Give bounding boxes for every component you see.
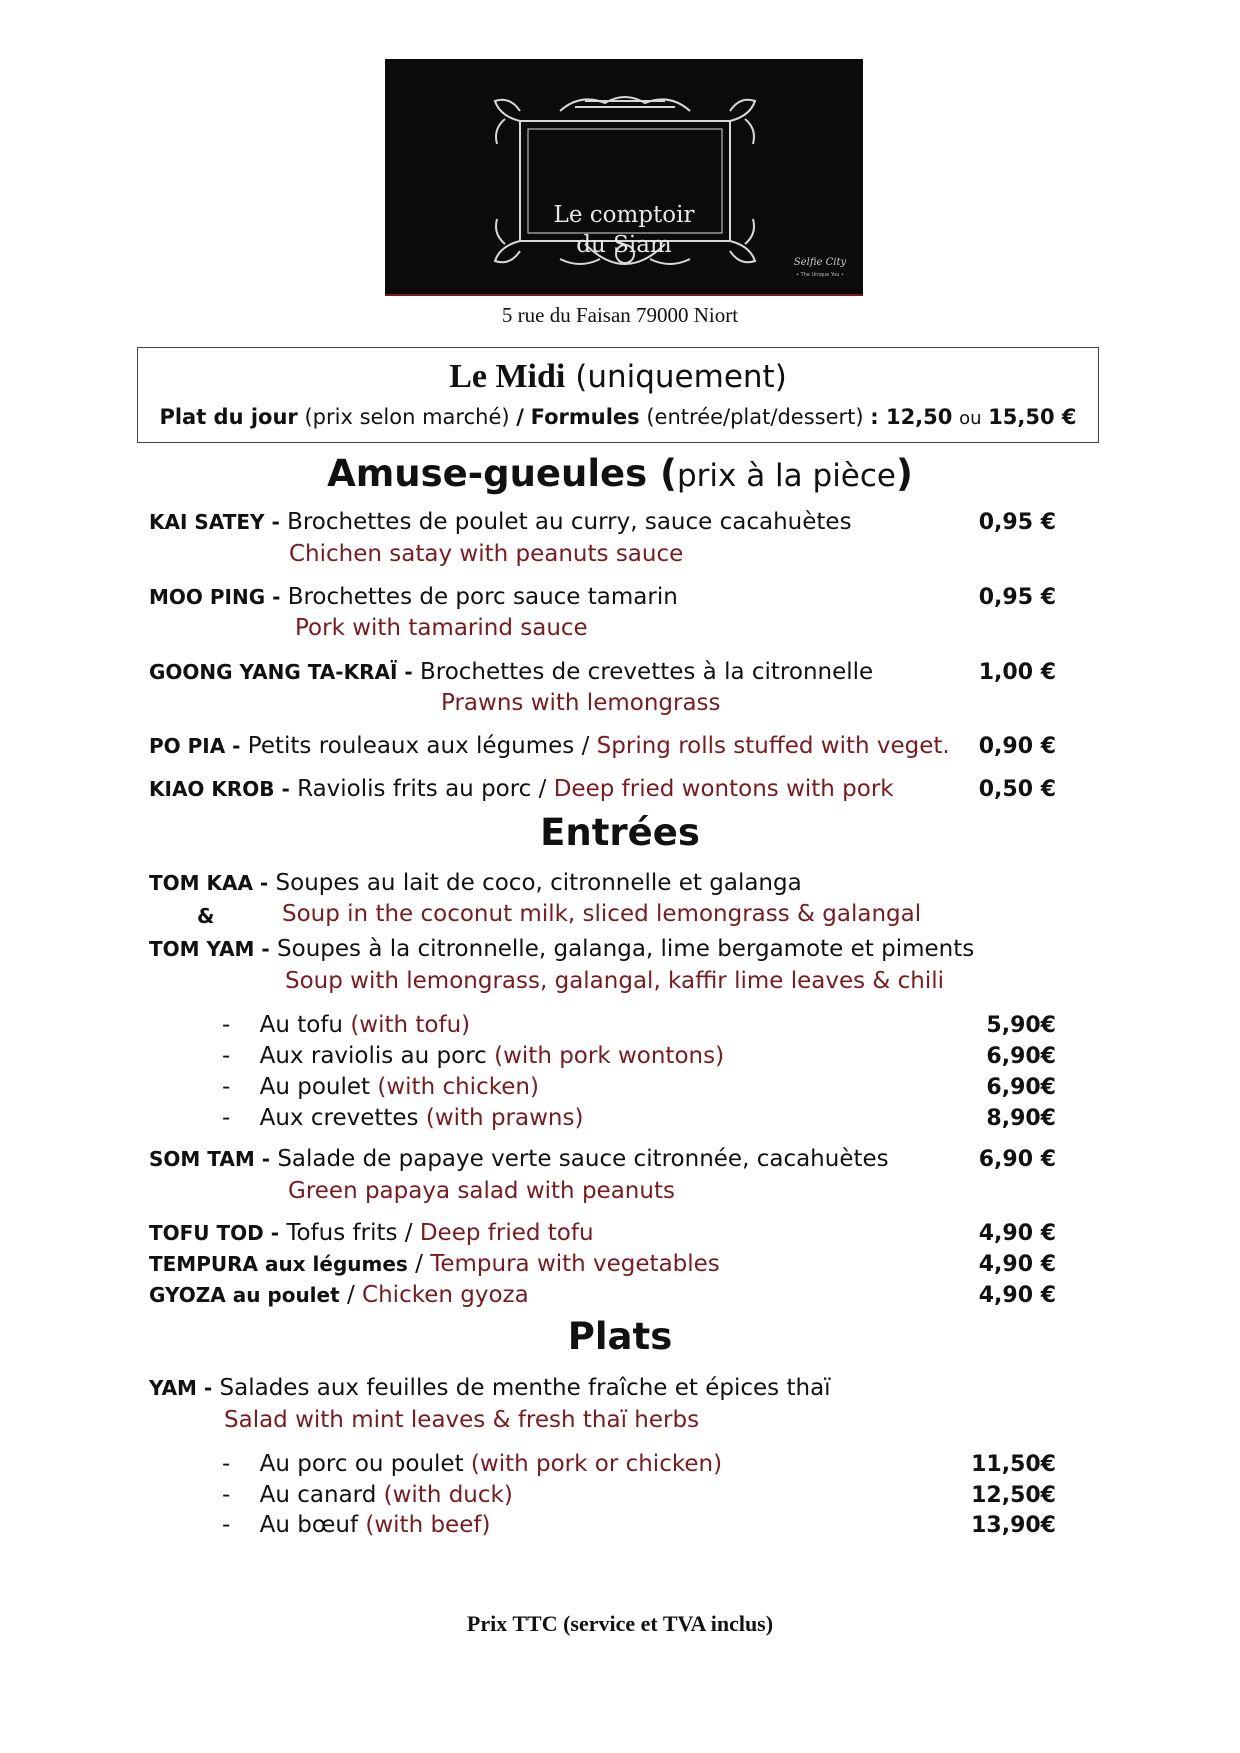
menu-item-yam (149, 1375, 831, 1401)
item-description-en: Green papaya salad with peanuts (288, 1178, 675, 1204)
item-price: 0,95 € (978, 510, 1056, 535)
option-pork-or-chicken (222, 1451, 722, 1477)
item-description-en: Tempura with vegetables (430, 1251, 720, 1277)
logo-line-2: du Siam (576, 232, 672, 258)
plat-du-jour-label: Plat du jour (159, 405, 298, 429)
bullet-dash: - (222, 1074, 231, 1100)
plat-du-jour-note: (prix selon marché) (304, 405, 510, 429)
option-price: 5,90€ (986, 1013, 1056, 1038)
item-code: TOM YAM - (149, 937, 270, 961)
option-en: (with duck) (383, 1482, 513, 1508)
bullet-dash: - (222, 1482, 231, 1508)
option-price: 11,50€ (971, 1452, 1056, 1477)
formules-note: (entrée/plat/dessert) (646, 405, 864, 429)
ampersand: & (197, 904, 215, 928)
midi-title-main: Le Midi (449, 358, 566, 395)
bullet-dash: - (222, 1512, 231, 1538)
formule-price-1: : 12,50 (870, 405, 953, 429)
section-title-entrees: Entrées (540, 811, 700, 854)
item-code: GYOZA au poulet (149, 1283, 340, 1307)
item-description-fr: Soupes à la citronnelle, galanga, lime bergamote et piments (277, 936, 975, 962)
option-fr: Au bœuf (259, 1512, 359, 1538)
option-prawns (222, 1105, 583, 1131)
item-description-fr: Soupes au lait de coco, citronnelle et galanga (275, 870, 802, 896)
item-separator: / (346, 1282, 355, 1308)
item-price: 4,90 € (978, 1283, 1056, 1308)
section-title-plats: Plats (567, 1315, 673, 1358)
amuse-title: Amuse-gueules (327, 452, 648, 495)
option-duck (222, 1482, 513, 1508)
option-fr: Au canard (259, 1482, 377, 1508)
restaurant-logo (385, 59, 863, 294)
item-code: SOM TAM - (149, 1147, 271, 1171)
menu-item-kiao-krob (149, 776, 894, 802)
amuse-note: prix à la pièce (676, 458, 896, 494)
item-description-en: Deep fried wontons with pork (553, 776, 894, 802)
item-description-fr: Brochettes de crevettes à la citronnelle (419, 659, 874, 685)
item-description-fr: Brochettes de porc sauce tamarin (287, 584, 678, 610)
option-price: 8,90€ (986, 1106, 1056, 1131)
item-separator: / (415, 1251, 423, 1277)
menu-item-moo-ping (149, 584, 678, 610)
option-beef (222, 1512, 490, 1538)
option-fr: Au tofu (259, 1012, 344, 1038)
menu-item-po-pia (149, 733, 950, 759)
option-en: (with pork or chicken) (470, 1451, 723, 1477)
item-description-fr: Raviolis frits au porc / (297, 776, 547, 802)
option-en: (with chicken) (377, 1074, 539, 1100)
option-price: 13,90€ (971, 1513, 1056, 1538)
formules-label: Formules (530, 405, 640, 429)
option-en: (with beef) (365, 1512, 491, 1538)
item-description-fr: Salade de papaye verte sauce citronnée, cacahuètes (277, 1146, 889, 1172)
item-code: MOO PING - (149, 585, 281, 609)
item-description-en: Soup in the coconut milk, sliced lemongrass & galangal (282, 901, 922, 927)
option-price: 12,50€ (971, 1483, 1056, 1508)
menu-item-tofu-tod (149, 1220, 594, 1246)
menu-item-goong-yang (149, 659, 873, 685)
item-description-fr: Brochettes de poulet au curry, sauce cacahuètes (287, 509, 852, 535)
formula-separator: / (516, 405, 524, 429)
option-pork-wontons (222, 1043, 724, 1069)
item-description-en: Chicken gyoza (362, 1282, 529, 1308)
section-title-amuse-gueules (0, 452, 1240, 495)
option-en: (with pork wontons) (494, 1043, 725, 1069)
option-fr: Aux crevettes (259, 1105, 419, 1131)
bullet-dash: - (222, 1451, 231, 1477)
item-code: KAI SATEY - (149, 510, 280, 534)
item-price: 4,90 € (978, 1221, 1056, 1246)
formule-price-2: 15,50 € (988, 405, 1077, 429)
item-description-en: Spring rolls stuffed with veget. (596, 733, 950, 759)
item-price: 0,90 € (978, 734, 1056, 759)
logo-underline (385, 294, 863, 296)
item-description-en: Soup with lemongrass, galangal, kaffir lime leaves & chili (285, 968, 945, 994)
item-code: TOFU TOD - (149, 1221, 280, 1245)
amuse-paren-open: ( (660, 452, 677, 495)
photo-watermark-tagline: • The Unique You • (796, 272, 844, 278)
option-en: (with tofu) (350, 1012, 471, 1038)
midi-formula-line (138, 405, 1098, 429)
menu-item-som-tam (149, 1146, 889, 1172)
address: 5 rue du Faisan 79000 Niort (501, 303, 739, 327)
option-tofu (222, 1012, 470, 1038)
item-code: TEMPURA aux légumes (149, 1252, 408, 1276)
item-description-en: Salad with mint leaves & fresh thaï herbs (224, 1407, 700, 1433)
midi-title (138, 358, 1098, 396)
photo-watermark: Selfie City (793, 257, 847, 268)
item-code: PO PIA - (149, 734, 241, 758)
item-code: KIAO KROB - (149, 777, 290, 801)
item-price: 1,00 € (978, 660, 1056, 685)
item-price: 0,95 € (978, 585, 1056, 610)
item-description-fr: Salades aux feuilles de menthe fraîche et épices thaï (219, 1375, 831, 1401)
item-price: 0,50 € (978, 777, 1056, 802)
item-code: YAM - (149, 1376, 213, 1400)
option-fr: Au poulet (259, 1074, 371, 1100)
option-chicken (222, 1074, 539, 1100)
item-description-fr: Tofus frits / (286, 1220, 413, 1246)
logo-line-1: Le comptoir (553, 202, 695, 228)
menu-item-gyoza (149, 1282, 529, 1308)
bullet-dash: - (222, 1105, 231, 1131)
item-code: TOM KAA - (149, 871, 269, 895)
option-fr: Aux raviolis au porc (259, 1043, 487, 1069)
item-price: 6,90 € (978, 1147, 1056, 1172)
amuse-paren-close: ) (896, 452, 913, 495)
menu-item-tempura (149, 1251, 720, 1277)
item-description-en: Pork with tamarind sauce (295, 615, 588, 641)
option-en: (with prawns) (425, 1105, 584, 1131)
bullet-dash: - (222, 1012, 231, 1038)
item-description-en: Prawns with lemongrass (441, 690, 721, 716)
option-price: 6,90€ (986, 1044, 1056, 1069)
item-description-en: Deep fried tofu (419, 1220, 594, 1246)
option-price: 6,90€ (986, 1075, 1056, 1100)
midi-box (137, 347, 1099, 443)
formule-or: ou (959, 408, 982, 429)
bullet-dash: - (222, 1043, 231, 1069)
footer-note: Prix TTC (service et TVA inclus) (466, 1611, 774, 1636)
item-description-en: Chichen satay with peanuts sauce (289, 541, 684, 567)
item-price: 4,90 € (978, 1252, 1056, 1277)
midi-title-note: (uniquement) (575, 359, 787, 395)
menu-item-tom-kaa (149, 870, 802, 896)
option-fr: Au porc ou poulet (259, 1451, 464, 1477)
item-code: GOONG YANG TA-KRAÏ - (149, 660, 413, 684)
menu-item-tom-yam (149, 936, 974, 962)
item-description-fr: Petits rouleaux aux légumes / (247, 733, 590, 759)
menu-item-kai-satey (149, 509, 852, 535)
